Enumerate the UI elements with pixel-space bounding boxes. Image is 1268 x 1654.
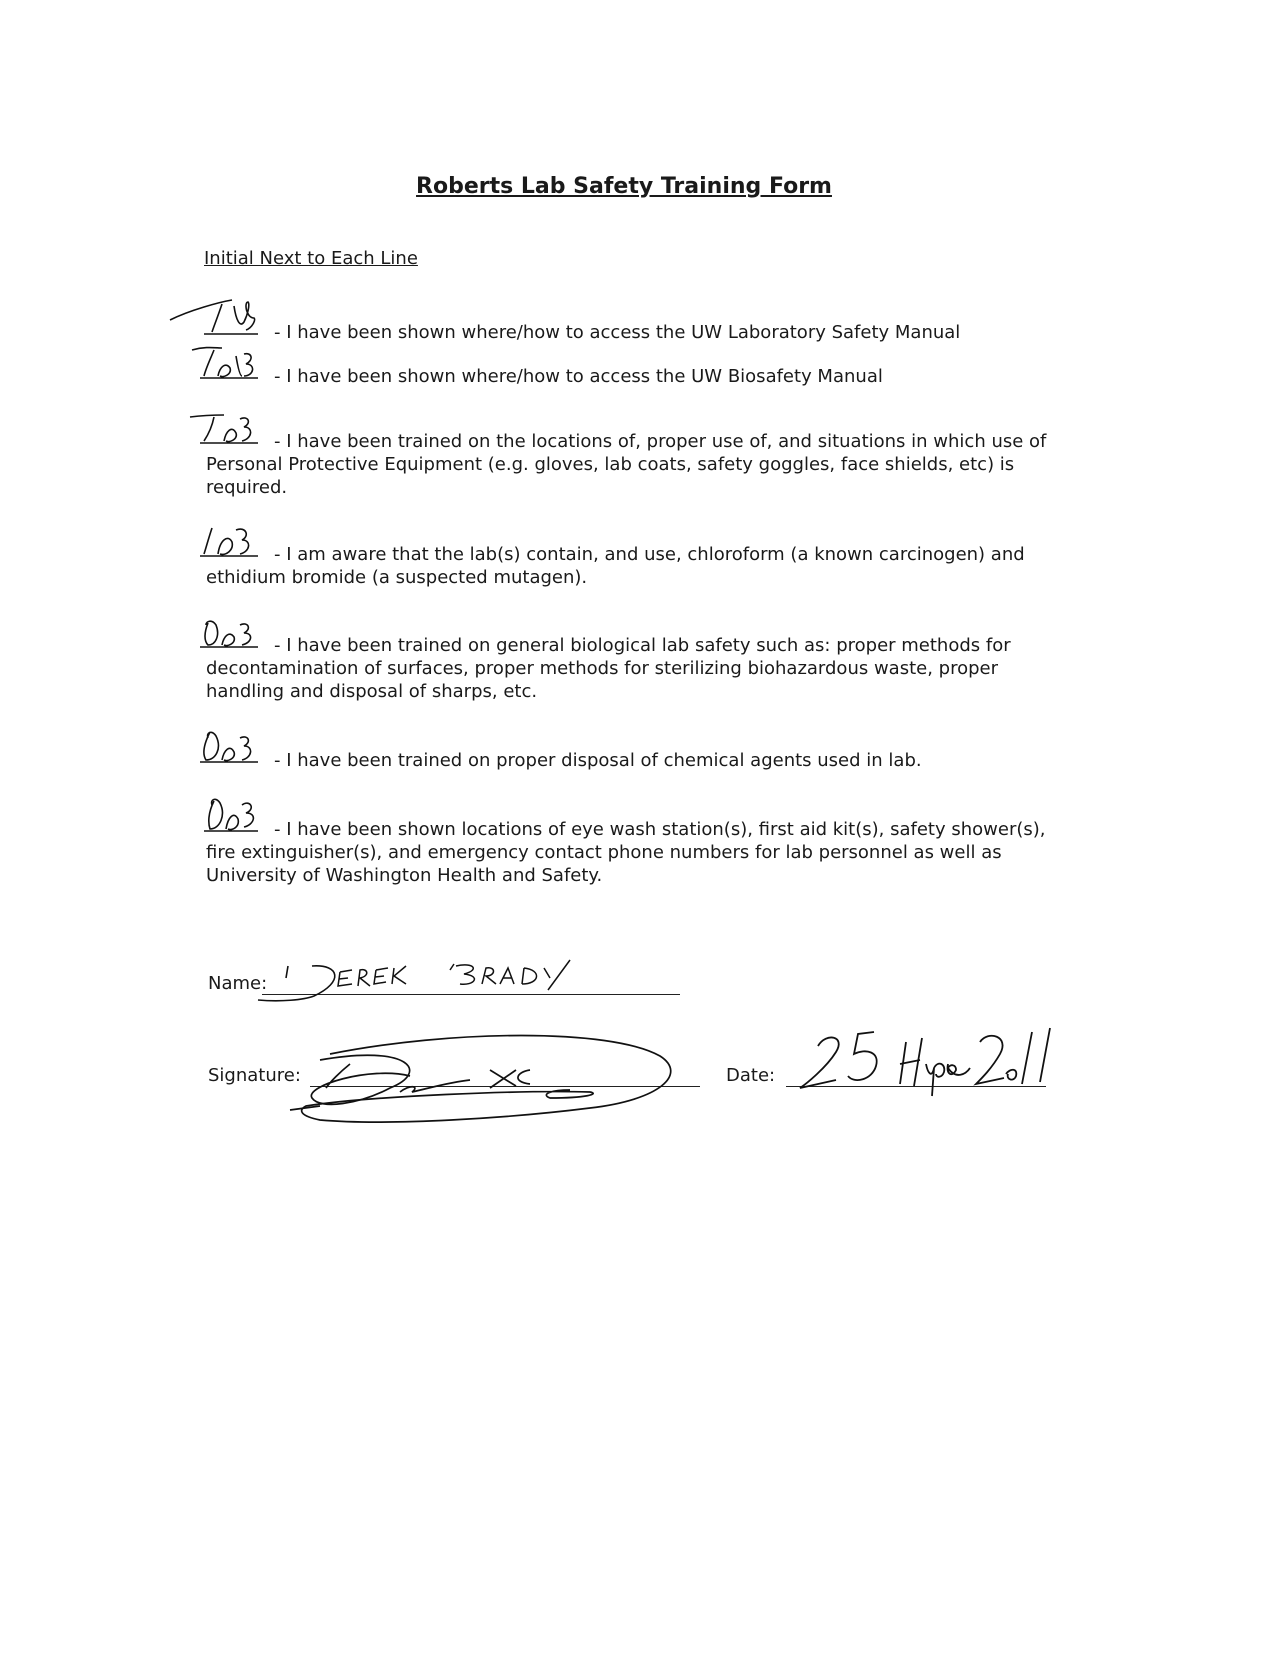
initials-handwriting-icon xyxy=(200,726,270,766)
checklist-item-chemical-awareness xyxy=(206,540,1066,589)
initials-mark[interactable] xyxy=(206,362,266,382)
form-title: Roberts Lab Safety Training Form xyxy=(416,174,832,199)
checklist-item-ppe xyxy=(206,427,1066,499)
signature-mark-icon xyxy=(290,1026,710,1132)
checklist-item-text: - I have been shown where/how to access the UW Biosafety Manual xyxy=(274,366,883,387)
checklist-item-biological-safety xyxy=(206,631,1066,703)
checklist-item-text: - I have been shown locations of eye wash station(s), first aid kit(s), safety shower(s), fire extinguisher(s), and emergency contact phone numbers for lab personnel as well as University of Washington Health and Safety. xyxy=(206,819,1046,886)
initials-mark[interactable] xyxy=(206,427,266,447)
initials-handwriting-icon xyxy=(200,298,270,338)
initials-handwriting-icon xyxy=(200,520,270,560)
handwritten-date-icon xyxy=(796,1028,1056,1098)
initials-mark[interactable] xyxy=(206,540,266,560)
checklist-item-text: - I have been trained on the locations of, proper use of, and situations in which use of Personal Protective Equipment (e.g. gloves, lab coats, safety goggles, face shields, etc) is required. xyxy=(206,431,1047,498)
initials-handwriting-icon xyxy=(200,795,270,835)
initials-handwriting-icon xyxy=(200,407,270,447)
handwritten-name-icon xyxy=(260,956,600,1012)
initials-mark[interactable] xyxy=(206,815,266,835)
initials-handwriting-icon xyxy=(200,611,270,651)
name-label: Name: xyxy=(208,973,268,994)
checklist-item-biosafety-manual xyxy=(206,362,1066,388)
checklist-item-text: - I am aware that the lab(s) contain, and use, chloroform (a known carcinogen) and ethidium bromide (a suspected mutagen). xyxy=(206,544,1025,588)
signature-label: Signature: xyxy=(208,1065,301,1086)
checklist-item-chemical-disposal xyxy=(206,746,1066,772)
initials-mark[interactable] xyxy=(206,631,266,651)
initials-handwriting-icon xyxy=(200,342,270,382)
checklist-item-text: - I have been trained on proper disposal of chemical agents used in lab. xyxy=(274,750,922,771)
checklist-item-emergency-equipment xyxy=(206,815,1066,887)
date-label: Date: xyxy=(726,1065,776,1086)
checklist-item-text: - I have been trained on general biological lab safety such as: proper methods for decontamination of surfaces, proper methods for sterilizing biohazardous waste, proper handling and disposal of sharps, etc. xyxy=(206,635,1011,702)
checklist-item-text: - I have been shown where/how to access the UW Laboratory Safety Manual xyxy=(274,322,961,343)
form-instruction: Initial Next to Each Line xyxy=(204,248,418,269)
initials-mark[interactable] xyxy=(206,746,266,766)
checklist-item-lab-safety-manual xyxy=(206,318,1066,344)
initials-mark[interactable] xyxy=(206,318,266,338)
